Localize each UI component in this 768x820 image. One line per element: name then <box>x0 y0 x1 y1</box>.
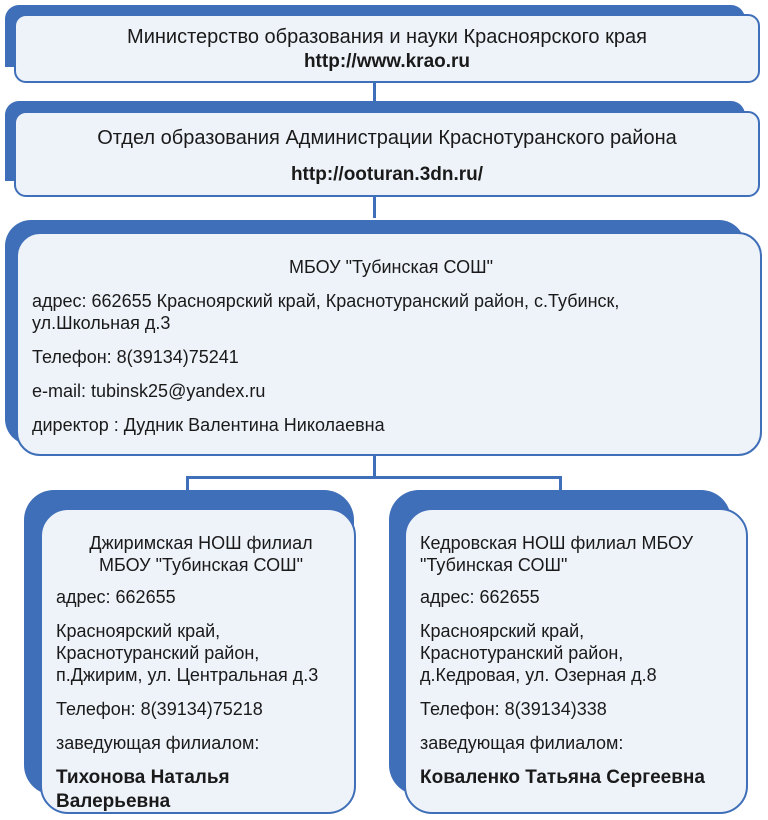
branch-left-head-label: заведующая филиалом: <box>56 733 260 753</box>
branch-left-title-line2: МБОУ "Тубинская СОШ" <box>98 555 304 575</box>
school-director: директор : Дудник Валентина Николаевна <box>32 415 385 435</box>
connector-branches-horizontal <box>186 476 562 479</box>
branch-right-head-name: Коваленко Татьяна Сергеевна <box>420 767 705 788</box>
branch-right-location-line2: Краснотуранский район, <box>420 643 624 663</box>
connector-school-down <box>373 455 376 477</box>
school-box <box>16 232 762 456</box>
branch-right-address: адрес: 662655 <box>420 587 540 607</box>
branch-left-phone: Телефон: 8(39134)75218 <box>56 699 263 719</box>
branch-right-box <box>404 508 748 814</box>
branch-left-location-line3: п.Джирим, ул. Центральная д.3 <box>56 665 319 685</box>
school-address-line1: адрес: 662655 Красноярский край, Краснотуранский район, с.Тубинск, <box>32 291 620 311</box>
branch-right-location-line1: Красноярский край, <box>420 621 585 641</box>
branch-left-location-line1: Красноярский край, <box>56 621 221 641</box>
branch-left-head-name: Тихонова Наталья Валерьевна <box>56 767 230 812</box>
department-name: Отдел образования Администрации Краснотуранского района <box>97 127 677 149</box>
school-address-line2: ул.Школьная д.3 <box>32 313 171 333</box>
connector-department-school <box>373 196 376 218</box>
school-title: МБОУ "Тубинская СОШ" <box>288 257 494 277</box>
branch-right-title-line1: Кедровская НОШ филиал МБОУ <box>420 533 694 553</box>
branch-left-box <box>40 508 356 814</box>
ministry-box <box>14 14 760 83</box>
branch-right-location-line3: д.Кедровая, ул. Озерная д.8 <box>420 665 657 685</box>
branch-right-phone: Телефон: 8(39134)338 <box>420 699 607 719</box>
ministry-name: Министерство образования и науки Красноярского края <box>127 26 647 48</box>
branch-left-title-line1: Джиримская НОШ филиал <box>89 533 313 553</box>
department-box <box>14 111 760 197</box>
department-url[interactable]: http://ooturan.3dn.ru/ <box>290 164 484 185</box>
school-email: e-mail: tubinsk25@yandex.ru <box>32 381 266 401</box>
connector-ministry-department <box>373 82 376 102</box>
branch-right-title-line2: "Тубинская СОШ" <box>420 555 568 575</box>
branch-left-location-line2: Краснотуранский район, <box>56 643 260 663</box>
ministry-url[interactable]: http://www.krao.ru <box>303 51 471 72</box>
branch-right-head-label: заведующая филиалом: <box>420 733 624 753</box>
school-phone: Телефон: 8(39134)75241 <box>32 347 239 367</box>
branch-left-address: адрес: 662655 <box>56 587 176 607</box>
